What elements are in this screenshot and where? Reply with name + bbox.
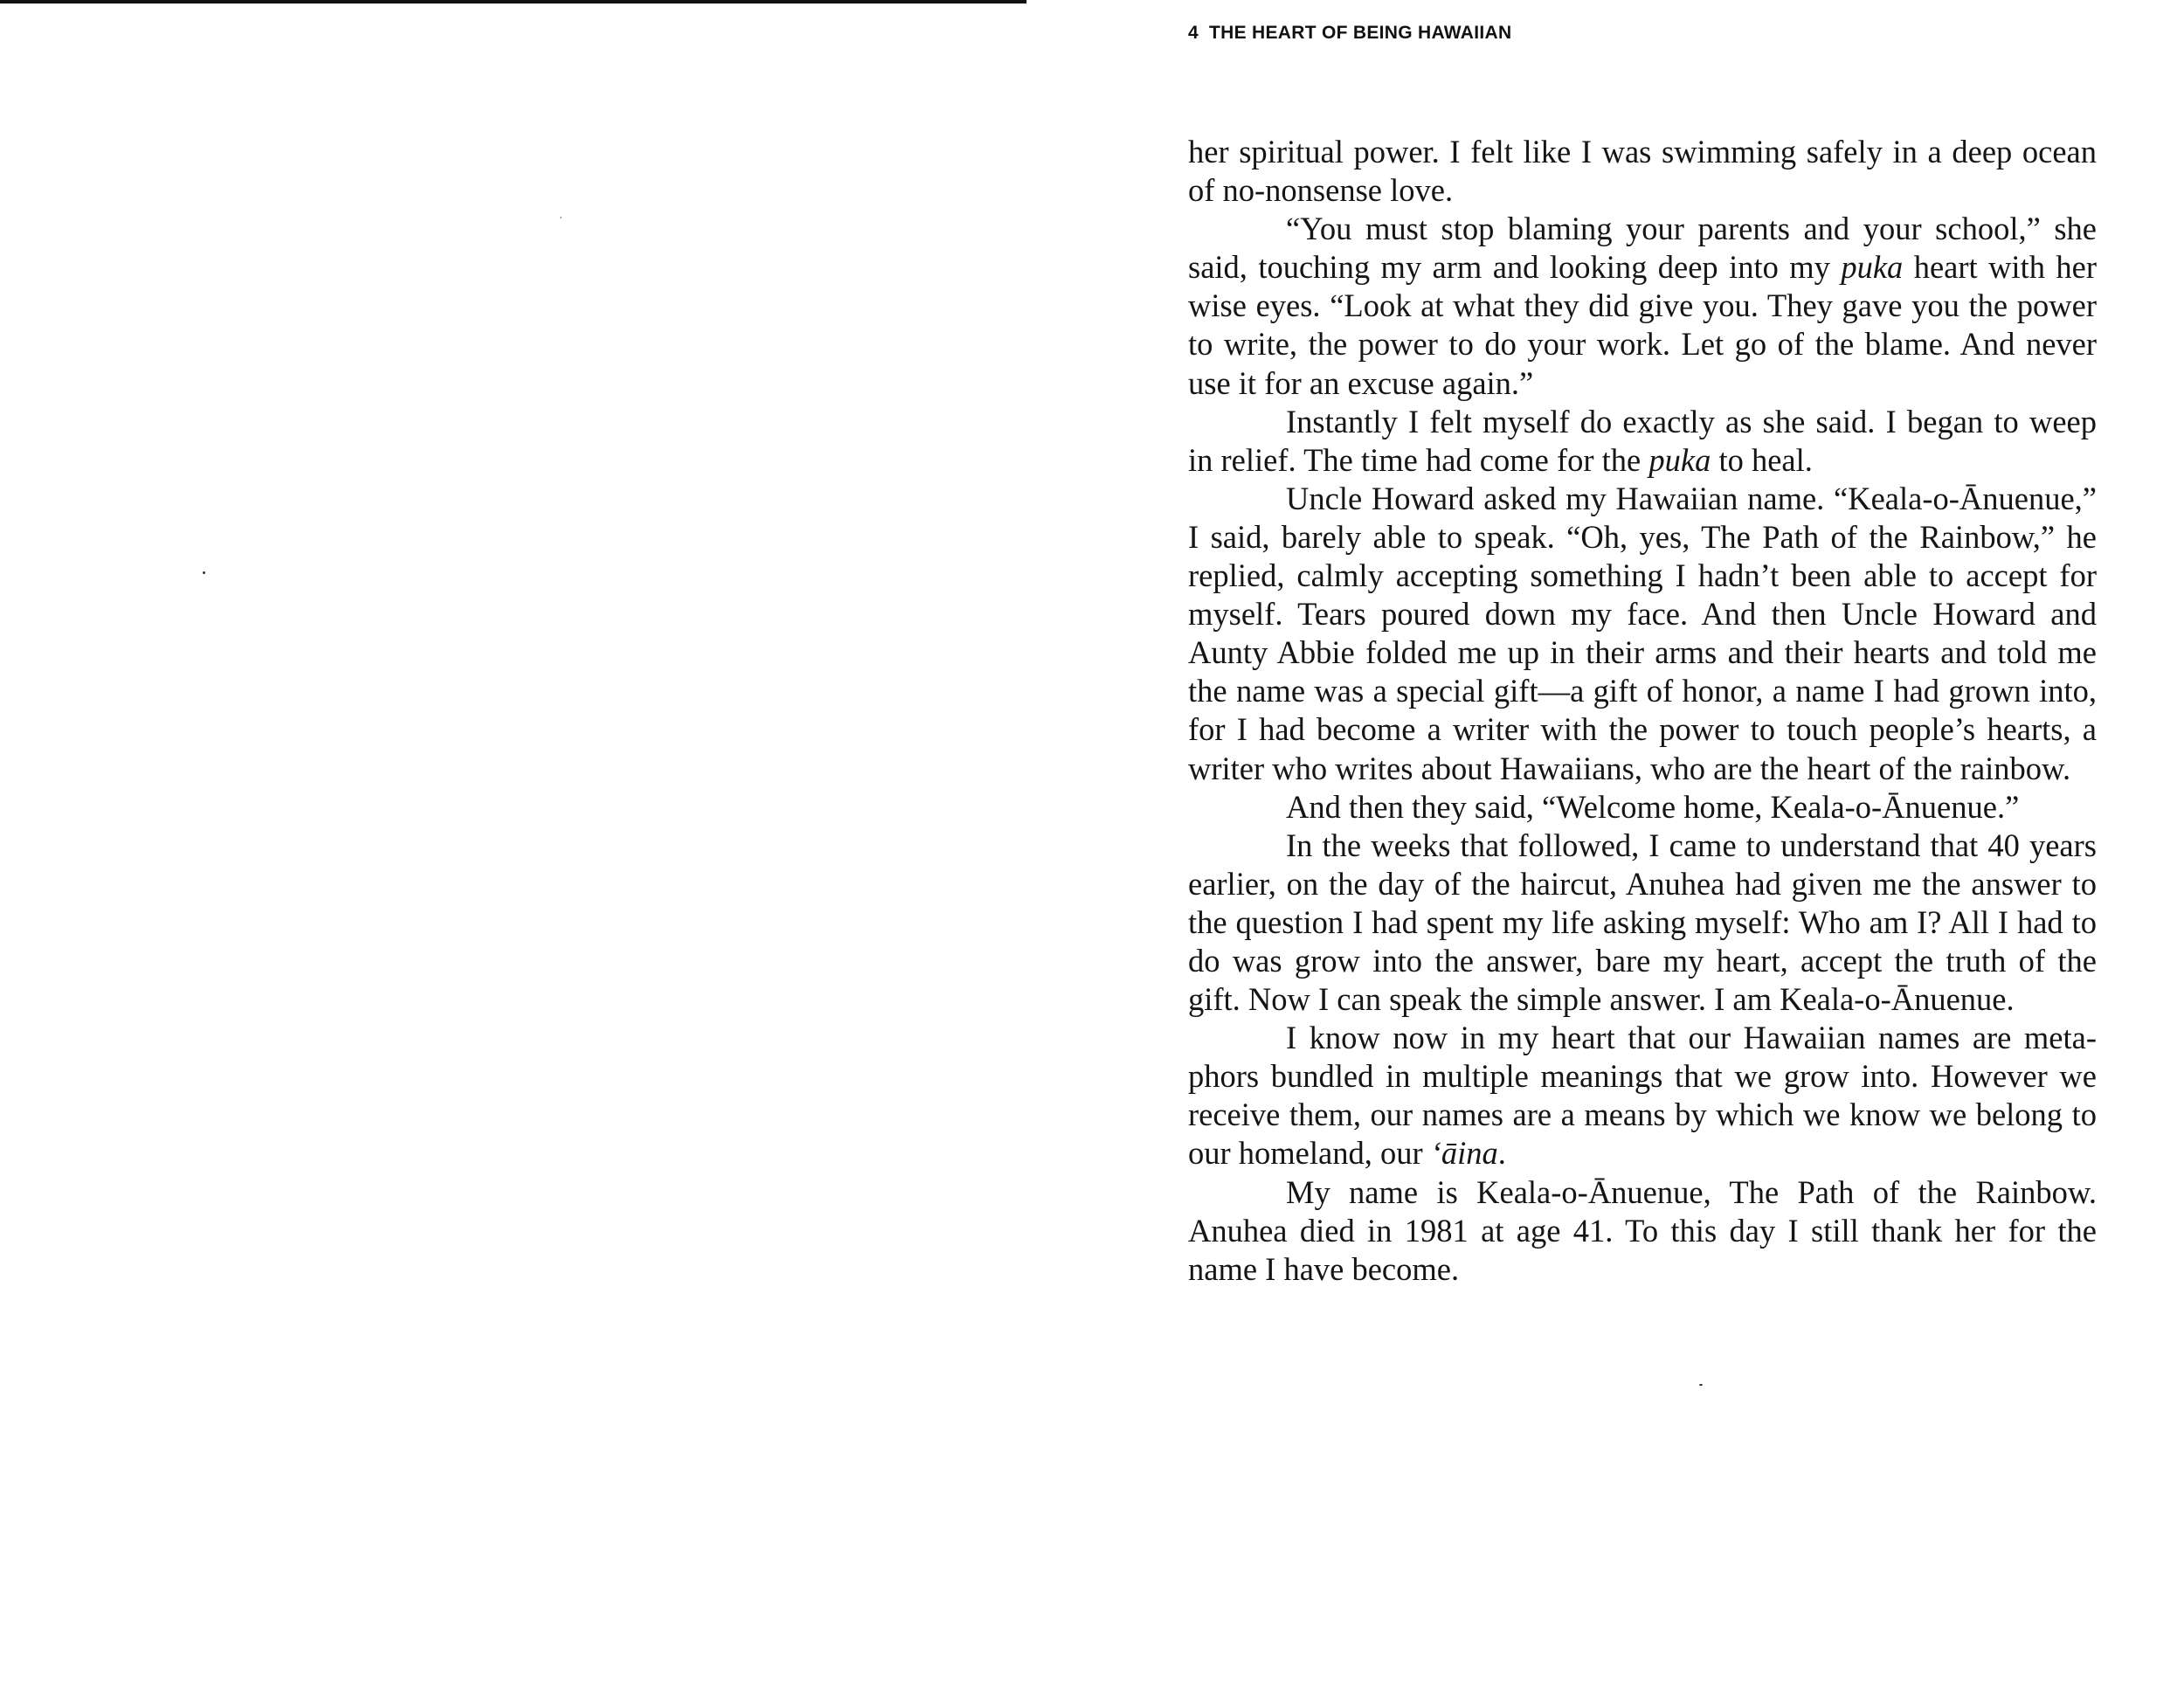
italic-term: puka — [1648, 441, 1711, 478]
text-run: heart with her wise eyes. “Look at what they did give you. They gave you the power to write, the power to do your work. Let go of the blame. And never use it for an excuse again.” — [1188, 249, 2097, 401]
right-page — [1092, 0, 2184, 1688]
text-run: I know now in my heart that our Hawaiian names are meta-phors bundled in multiple meanings that we grow into. However we receive them, our names are a means by which we know we belong to our homeland, our — [1188, 1020, 2097, 1172]
text-run: And then they said, “Welcome home, Keala-o-Ānuenue.” — [1286, 788, 2020, 825]
text-run: to heal. — [1711, 441, 1813, 478]
paragraph — [1188, 1173, 2097, 1289]
running-head — [1188, 23, 1511, 44]
scan-speck — [1699, 1384, 1703, 1386]
text-run: In the weeks that followed, I came to understand that 40 years earlier, on the day of the haircut, Anuhea had given me the answer to the question I had spent my life asking myself: Who am I? All I had to do was grow into the answer, bare my heart, accept the truth of the gift. Now I can speak the simple answer. I am Keala-o-Ānuenue. — [1188, 827, 2097, 1018]
paragraph — [1188, 133, 2097, 210]
text-run: My name is Keala-o-Ānuenue, The Path of the Rainbow. Anuhea died in 1981 at age 41. To this day I still thank her for the name I have become. — [1188, 1173, 2097, 1287]
paragraph — [1188, 1019, 2097, 1173]
paragraph — [1188, 827, 2097, 1019]
page-number: 4 — [1188, 23, 1199, 43]
text-run: . — [1497, 1135, 1506, 1172]
scan-speck — [203, 571, 205, 574]
scan-speck — [560, 217, 562, 218]
text-run: Uncle Howard asked my Hawaiian name. “Keala-o-Ānuenue,” I said, barely able to speak. “Oh, yes, The Path of the Rainbow,” he replied, calmly accepting something I hadn’t been able to accept for myself. Tears poured down my face. And then Uncle Howard and Aunty Abbie folded me up in their arms and their hearts and told me the name was a special gift—a gift of honor, a name I had grown into, for I had become a writer with the power to touch people’s hearts, a writer who writes about Hawaiians, who are the heart of the rainbow. — [1188, 480, 2097, 786]
text-run: her spiritual power. I felt like I was swimming safely in a deep ocean of no-nonsense love. — [1188, 134, 2097, 209]
text-run: “You must stop blaming your parents and your school,” she said, touching my arm and looking deep into my — [1188, 211, 2097, 286]
paragraph — [1188, 480, 2097, 788]
paragraph — [1188, 210, 2097, 402]
body-text — [1188, 133, 2097, 1289]
text-run: Instantly I felt myself do exactly as she said. I began to weep in relief. The time had come for the — [1188, 403, 2097, 478]
italic-term: puka — [1841, 249, 1904, 286]
paragraph — [1188, 788, 2097, 827]
book-title-header: THE HEART OF BEING HAWAIIAN — [1208, 23, 1512, 43]
italic-term: ‘āina — [1430, 1135, 1498, 1172]
paragraph — [1188, 403, 2097, 480]
page-edge-rule — [0, 0, 1026, 3]
